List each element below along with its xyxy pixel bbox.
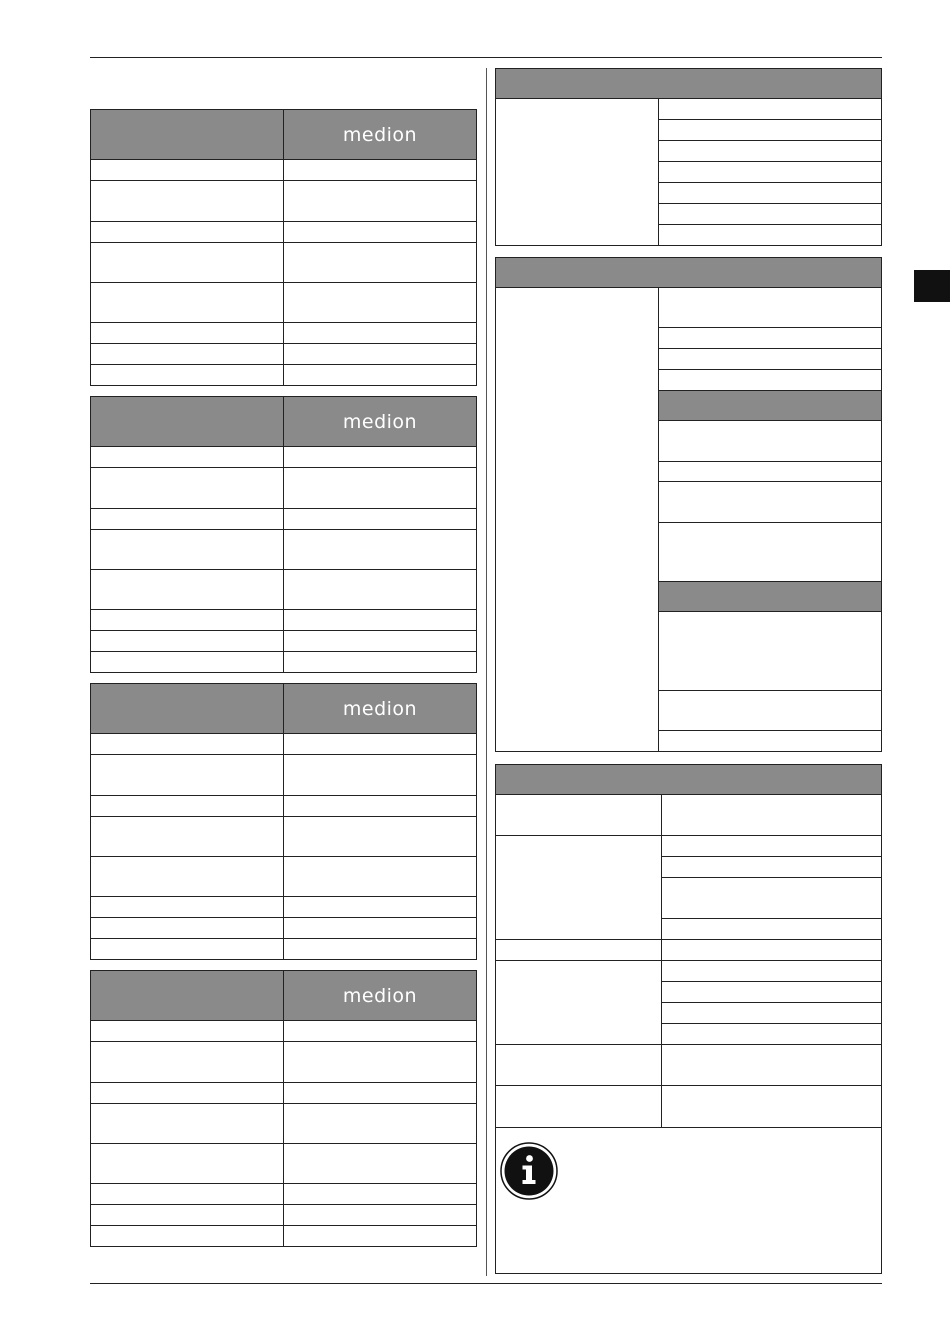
table-row xyxy=(659,99,881,120)
bottom-rule xyxy=(90,1283,882,1284)
table-row xyxy=(659,421,881,462)
table-row xyxy=(662,857,881,878)
table-row xyxy=(659,731,881,751)
table-row xyxy=(659,183,881,204)
table-row xyxy=(496,940,881,961)
table-header xyxy=(91,110,476,160)
info-icon xyxy=(500,1142,558,1200)
table-row xyxy=(91,1042,476,1083)
table-row xyxy=(91,1083,476,1104)
table-row xyxy=(91,1021,476,1042)
table-row xyxy=(659,120,881,141)
table-row xyxy=(496,1045,881,1086)
table-header xyxy=(496,69,881,99)
table-row xyxy=(91,1205,476,1226)
table-row xyxy=(662,982,881,1003)
table-row xyxy=(91,1144,476,1184)
table-row xyxy=(91,817,476,857)
table-row xyxy=(91,243,476,283)
product-table-2 xyxy=(90,396,477,673)
medion-logo: medion xyxy=(342,984,418,1007)
column-divider xyxy=(486,68,487,1276)
table-row xyxy=(659,523,881,582)
table-row xyxy=(91,1184,476,1205)
table-row xyxy=(91,652,476,672)
table-row xyxy=(659,204,881,225)
spec-table-c xyxy=(495,764,882,1274)
table-row xyxy=(91,323,476,344)
table-row xyxy=(91,509,476,530)
medion-logo: medion xyxy=(342,123,418,146)
table-row xyxy=(91,734,476,755)
table-row xyxy=(91,610,476,631)
medion-logo: medion xyxy=(342,410,418,433)
table-row xyxy=(91,222,476,243)
table-row xyxy=(91,1104,476,1144)
table-row xyxy=(662,878,881,919)
table-row xyxy=(659,370,881,391)
table-row xyxy=(659,141,881,162)
table-row xyxy=(91,160,476,181)
subheader-row xyxy=(659,582,881,612)
table-header xyxy=(91,971,476,1021)
table-row xyxy=(91,283,476,323)
table-row xyxy=(659,288,881,328)
table-row-group xyxy=(496,836,881,940)
table-row xyxy=(659,349,881,370)
table-row xyxy=(662,919,881,939)
chapter-tab-marker xyxy=(914,270,950,302)
table-row xyxy=(91,918,476,939)
table-row xyxy=(91,631,476,652)
table-row xyxy=(91,530,476,570)
table-row xyxy=(91,181,476,222)
info-note xyxy=(496,1128,881,1273)
subheader-row xyxy=(659,391,881,421)
product-table-4 xyxy=(90,970,477,1247)
product-table-3 xyxy=(90,683,477,960)
table-row xyxy=(91,796,476,817)
table-header xyxy=(496,258,881,288)
table-row xyxy=(662,961,881,982)
table-row xyxy=(91,1226,476,1246)
table-header xyxy=(91,684,476,734)
table-row xyxy=(662,836,881,857)
table-row xyxy=(91,897,476,918)
medion-logo: medion xyxy=(342,697,418,720)
spec-table-b xyxy=(495,257,882,752)
table-row xyxy=(662,1003,881,1024)
table-row xyxy=(91,857,476,897)
table-header xyxy=(91,397,476,447)
table-row xyxy=(496,795,881,836)
table-row xyxy=(659,612,881,691)
top-rule xyxy=(90,57,882,58)
table-row xyxy=(659,225,881,245)
table-row xyxy=(662,1024,881,1044)
table-row xyxy=(659,328,881,349)
table-row xyxy=(659,482,881,523)
spec-table-a xyxy=(495,68,882,246)
table-row xyxy=(91,570,476,610)
table-row xyxy=(91,939,476,959)
table-row xyxy=(91,755,476,796)
table-row xyxy=(91,365,476,385)
table-row-group xyxy=(496,961,881,1045)
table-row xyxy=(91,468,476,509)
table-row xyxy=(496,1086,881,1128)
table-row xyxy=(659,462,881,482)
table-row xyxy=(91,447,476,468)
table-header xyxy=(496,765,881,795)
product-table-1 xyxy=(90,109,477,386)
table-row xyxy=(91,344,476,365)
table-row xyxy=(659,162,881,183)
table-row xyxy=(659,691,881,731)
